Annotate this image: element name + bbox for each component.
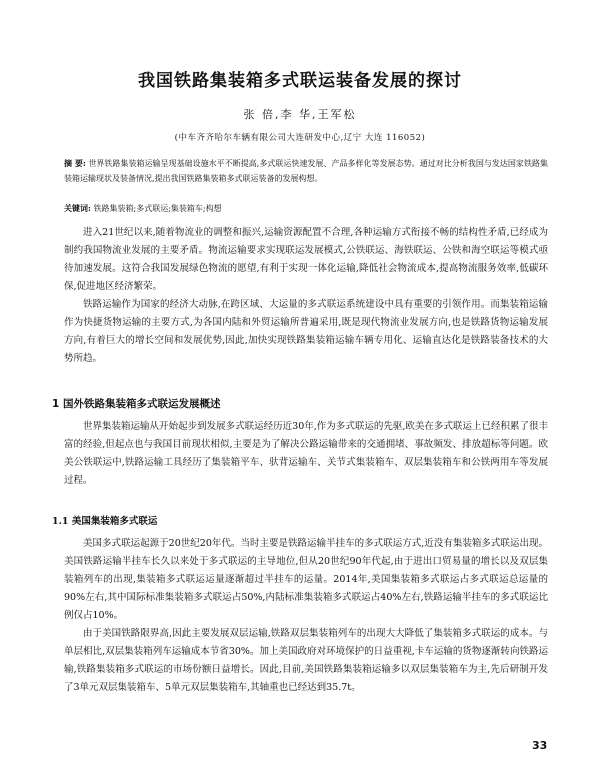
author-list: 张 倍,李 华,王军松 — [243, 108, 357, 121]
abstract — [64, 156, 548, 186]
keywords-text: 铁路集装箱;多式联运;集装箱车;构想 — [93, 204, 222, 213]
page-number: 33 — [532, 739, 548, 752]
section-1-1-paragraph: 美国多式联运起源于20世纪20年代。当时主要是铁路运输半挂车的多式联运方式,近没有集装箱多式联运出现。美国铁路运输半挂车长久以来处于多式联运的主导地位,但从20世纪90年代起,由于进出口贸易量的增长以及双层集装箱列车的出现,集装箱多式联运运量逐渐超过半挂车的运量。2014年,美国集装箱多式联运占多式联运总运量的90%左右,其中国际标准集装箱多式联运占50%,内陆标准集装箱多式联运占40%左右,铁路运输半挂车的多式联运比例仅占10%。 — [64, 538, 548, 621]
intro-paragraph: 进入21世纪以来,随着物流业的调整和振兴,运输资源配置不合理,各种运输方式衔接不畅的结构性矛盾,已经成为制约我国物流业发展的主要矛盾。物流运输要求实现联运发展模式,公铁联运、海铁联运、公铁和海空联运等模式亟待加速发展。这符合我国发展绿色物流的愿望,有利于实现一体化运输,降低社会物流成本,提高物流服务效率,低碳环保,促进地区经济繁荣。 — [64, 227, 548, 292]
section-1-1-heading: 1.1 美国集装箱多式联运 — [52, 516, 158, 527]
keywords — [64, 202, 548, 215]
section-1-1-paragraph: 由于美国铁路限界高,因此主要发展双层运输,铁路双层集装箱列车的出现大大降低了集装箱多式联运的成本。与单层相比,双层集装箱列车运输成本节省30%。加上美国政府对环境保护的日益重视,卡车运输的货物逐渐转向铁路运输,铁路集装箱多式联运的市场份额日益增长。因此,目前,美国铁路集装箱运输多以双层集装箱车为主,先后研制开发了3单元双层集装箱车、5单元双层集装箱车,其轴重也已经达到35.7t。 — [64, 628, 548, 693]
section-1-heading: 1 国外铁路集装箱多式联运发展概述 — [52, 398, 221, 410]
section-1-paragraph: 世界集装箱运输从开始起步到发展多式联运经历近30年,作为多式联运的先驱,欧美在多式联运上已经积累了很丰富的经验,但起点也与我国目前现状相似,主要是为了解决公路运输带来的交通拥堵、事故频发、排放超标等问题。欧美公铁联运中,铁路运输工具经历了集装箱平车、驮背运输车、关节式集装箱车、双层集装箱车和公铁两用车等发展过程。 — [64, 421, 548, 486]
section-1-body — [64, 418, 548, 490]
author-affiliation: (中车齐齐哈尔车辆有限公司大连研发中心,辽宁 大连 116052) — [174, 133, 426, 143]
introduction — [64, 224, 548, 368]
abstract-label: 摘 要: — [64, 158, 86, 168]
paper-title: 我国铁路集装箱多式联运装备发展的探讨 — [138, 71, 462, 91]
abstract-text: 世界铁路集装箱运输呈现基础设施水平不断提高,多式联运快速发展、产品多样化等发展态势。通过对比分析我国与发达国家铁路集装箱运输现状及装备情况,提出我国铁路集装箱多式联运装备的发展构想。 — [64, 159, 548, 183]
intro-paragraph: 铁路运输作为国家的经济大动脉,在跨区域、大运量的多式联运系统建设中具有重要的引领作用。而集装箱运输作为快捷货物运输的主要方式,为各国内陆和外贸运输所普遍采用,既是现代物流业发展方向,也是铁路货物运输发展方向,有着巨大的增长空间和发展优势,因此,加快实现铁路集装箱运输车辆专用化、运输直达化是铁路装备技术的大势所趋。 — [64, 299, 548, 364]
keywords-label: 关键词: — [64, 203, 91, 213]
section-1-1-body — [64, 535, 548, 697]
